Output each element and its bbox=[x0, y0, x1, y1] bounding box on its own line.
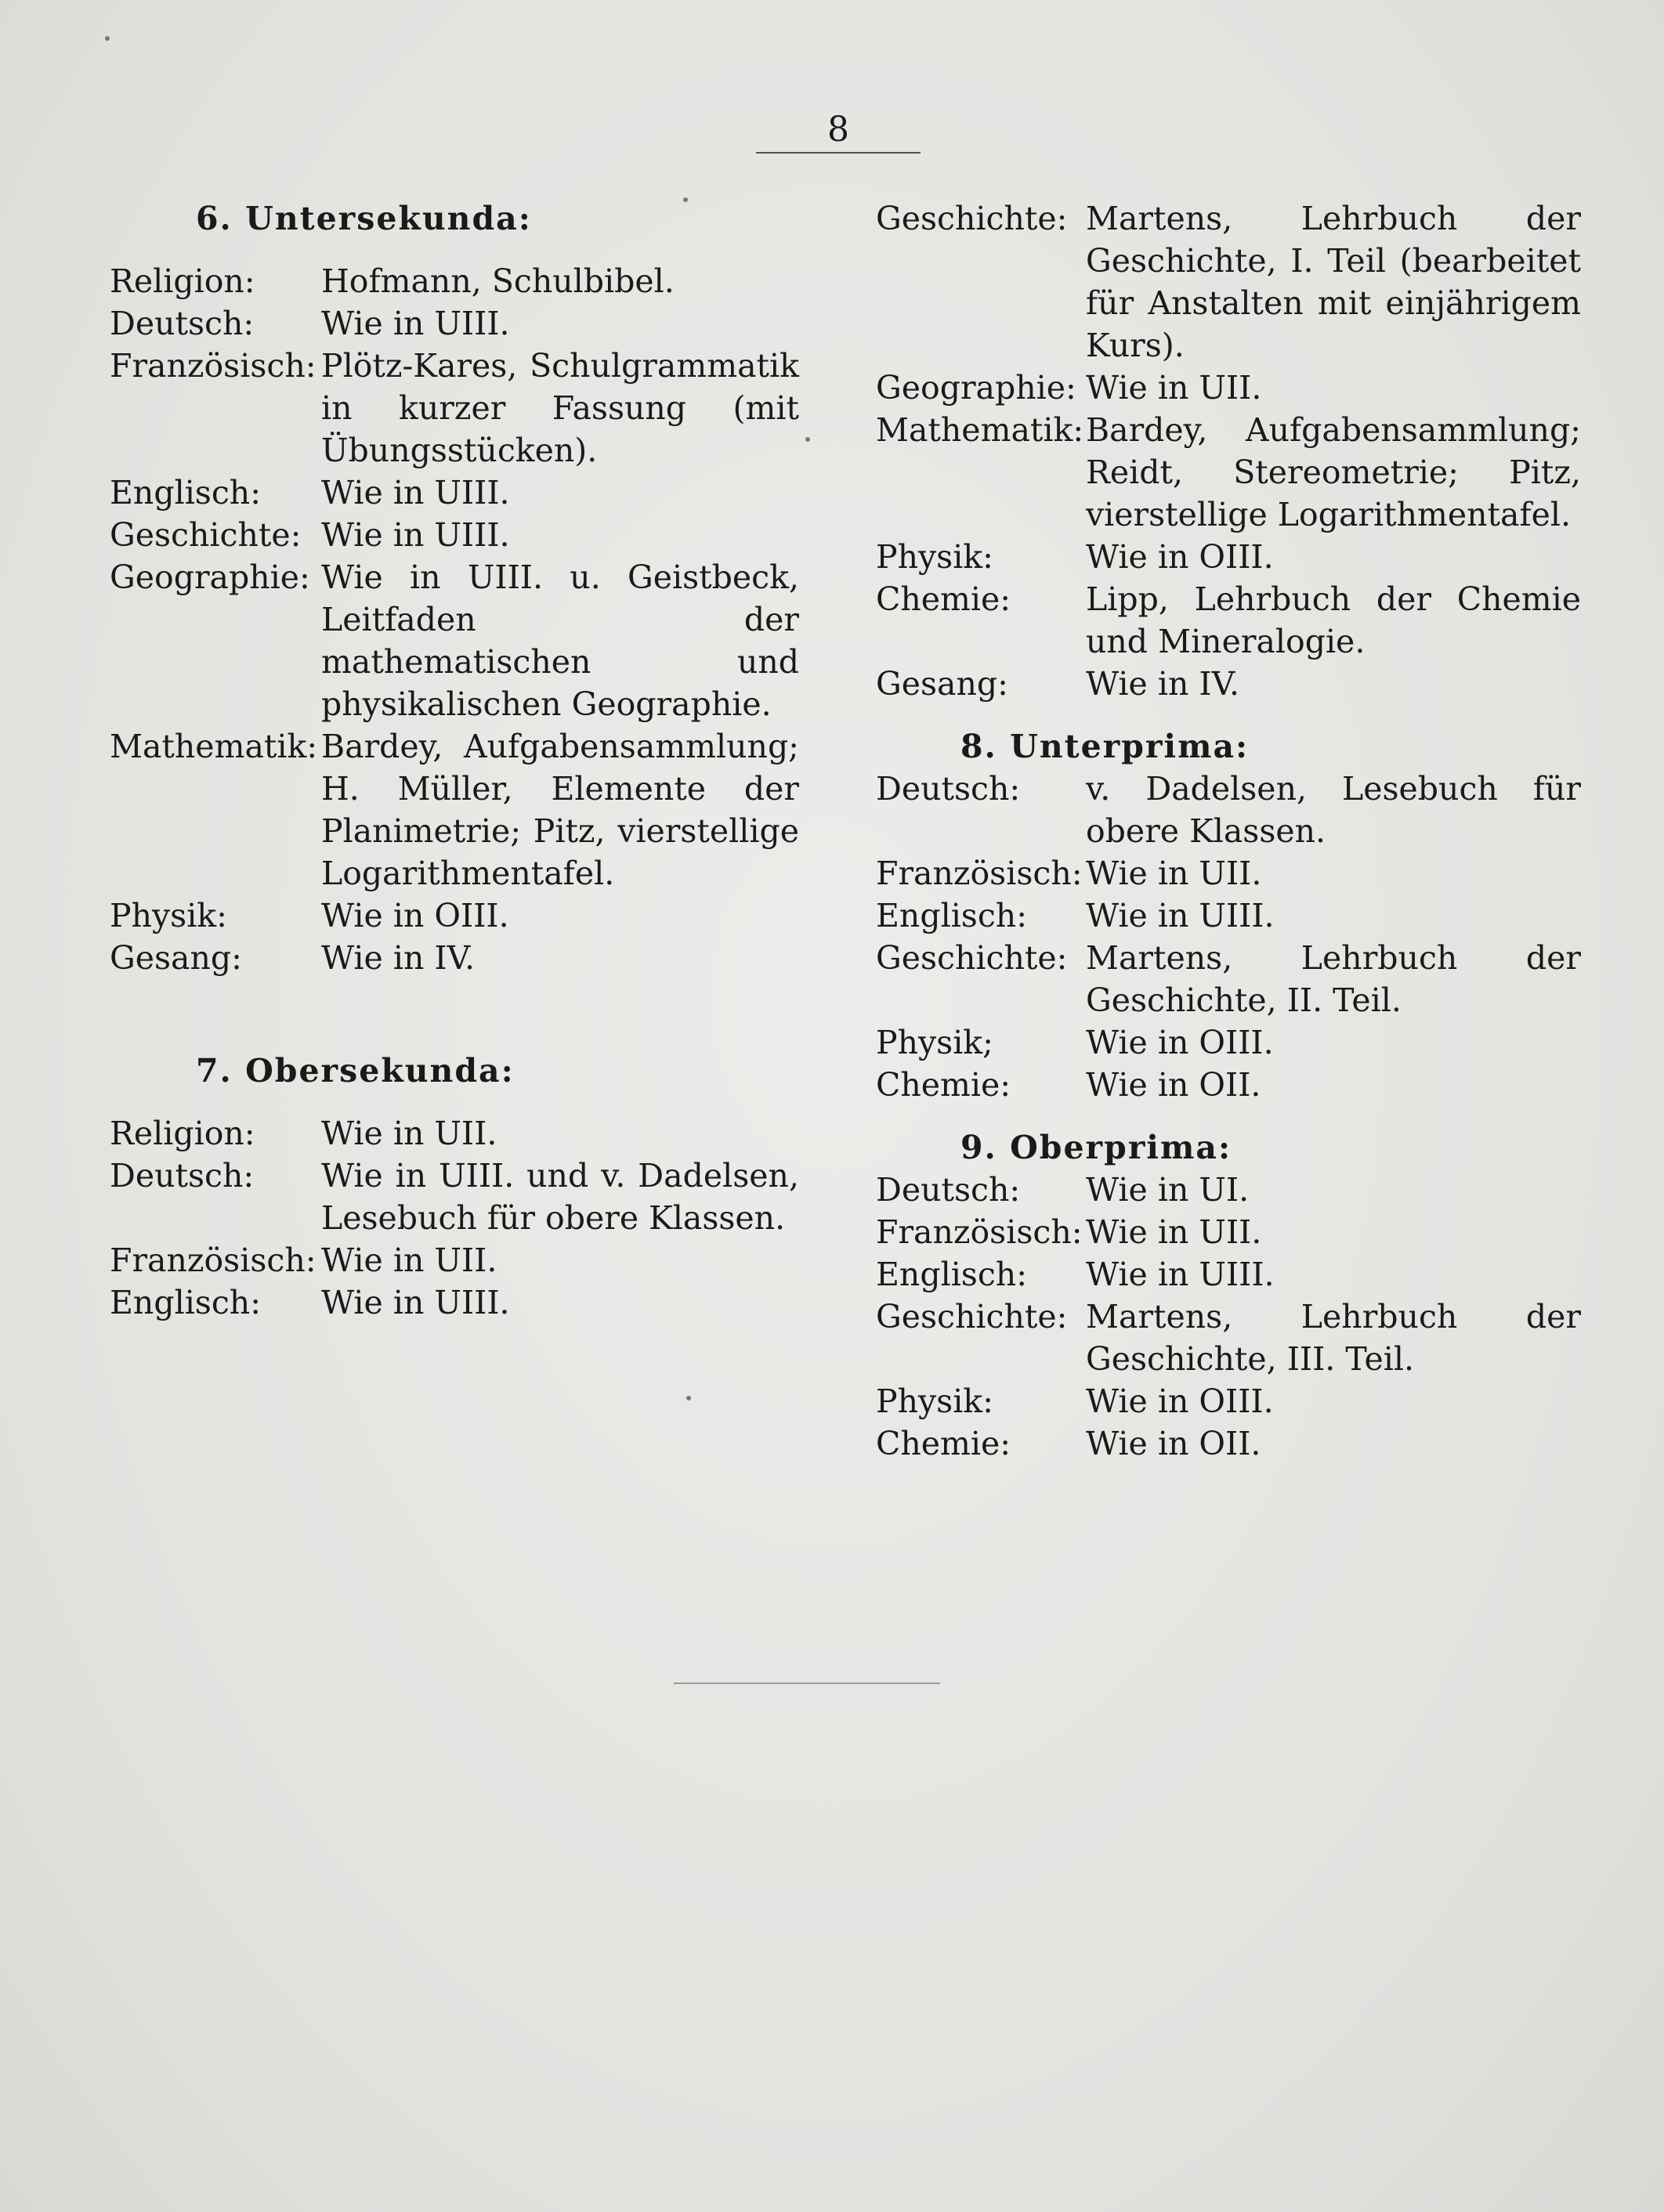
subject-label: Physik: bbox=[876, 538, 993, 576]
subject-label: Physik; bbox=[876, 1024, 993, 1061]
book-text: Wie in OIII. bbox=[1086, 1024, 1274, 1061]
entry-row bbox=[110, 556, 799, 725]
book-text: Wie in UII. bbox=[321, 1115, 497, 1152]
subject-label: Deutsch: bbox=[110, 305, 255, 342]
entry-row bbox=[876, 1064, 1581, 1106]
subject-label: Chemie: bbox=[876, 1066, 1011, 1104]
subject-label: Physik: bbox=[876, 1382, 993, 1420]
entry-row bbox=[876, 1021, 1581, 1064]
entry-row bbox=[110, 472, 799, 514]
subject-label: Mathematik: bbox=[110, 728, 318, 765]
paper-speck bbox=[805, 437, 810, 442]
subject-label: Geschichte: bbox=[876, 939, 1068, 977]
book-text: Wie in UII. bbox=[1086, 855, 1262, 892]
entry-row bbox=[876, 1380, 1581, 1422]
subject-label: Französisch: bbox=[876, 1213, 1083, 1251]
entry-row bbox=[876, 578, 1581, 663]
left-column bbox=[110, 197, 799, 1324]
section-heading-obersekunda: 7. Obersekunda: bbox=[196, 1052, 515, 1090]
book-text: Bardey, Aufgabensammlung; Reidt, Stereometrie; Pitz, vierstellige Logarithmentafel. bbox=[1086, 411, 1581, 533]
subject-label: Religion: bbox=[110, 1115, 255, 1152]
section-heading-unterprima: 8. Unterprima: bbox=[960, 728, 1250, 765]
book-text: Wie in UII. bbox=[321, 1242, 497, 1279]
entry-row bbox=[110, 937, 799, 979]
entry-row bbox=[876, 895, 1581, 937]
subject-label: Religion: bbox=[110, 262, 255, 300]
entry-row bbox=[110, 1239, 799, 1281]
subject-label: Chemie: bbox=[876, 1425, 1011, 1462]
entry-row bbox=[110, 1281, 799, 1324]
subject-label: Deutsch: bbox=[876, 1171, 1021, 1209]
page-number: 8 bbox=[827, 110, 849, 150]
book-text: Wie in UIII. bbox=[321, 516, 510, 554]
subject-label: Französisch: bbox=[110, 1242, 317, 1279]
book-text: Bardey, Aufgabensammlung; H. Müller, Elemente der Planimetrie; Pitz, vierstellige Logarithmentafel. bbox=[321, 728, 799, 892]
entry-row bbox=[110, 302, 799, 345]
page-number-rule bbox=[756, 152, 921, 154]
book-text: Martens, Lehrbuch der Geschichte, III. Teil. bbox=[1086, 1298, 1581, 1378]
book-text: v. Dadelsen, Lesebuch für obere Klassen. bbox=[1086, 770, 1581, 850]
entry-row bbox=[110, 260, 799, 302]
book-text: Wie in IV. bbox=[1086, 665, 1240, 703]
book-text: Wie in UIII. bbox=[321, 305, 510, 342]
book-text: Plötz-Kares, Schulgrammatik in kurzer Fassung (mit Übungsstücken). bbox=[321, 347, 799, 469]
subject-label: Geographie: bbox=[876, 369, 1076, 407]
book-text: Wie in UIII. bbox=[321, 474, 510, 511]
entry-row bbox=[876, 663, 1581, 705]
entry-row bbox=[876, 1422, 1581, 1465]
subject-label: Französisch: bbox=[876, 855, 1083, 892]
entry-row bbox=[876, 536, 1581, 578]
entry-row bbox=[876, 1253, 1581, 1296]
entry-row bbox=[876, 1169, 1581, 1211]
book-text: Wie in UIII. u. Geistbeck, Leitfaden der mathematischen und physikalischen Geographie. bbox=[321, 558, 799, 723]
book-text: Martens, Lehrbuch der Geschichte, I. Teil (bearbeitet für Anstalten mit einjährigem Kurs). bbox=[1086, 200, 1581, 364]
subject-label: Geschichte: bbox=[876, 200, 1068, 237]
subject-label: Deutsch: bbox=[110, 1157, 255, 1195]
section-heading-oberprima: 9. Oberprima: bbox=[960, 1129, 1232, 1166]
section-heading-untersekunda: 6. Untersekunda: bbox=[196, 200, 532, 237]
entry-row bbox=[876, 768, 1581, 852]
entry-row bbox=[110, 895, 799, 937]
subject-label: Englisch: bbox=[876, 1256, 1028, 1293]
paper-speck bbox=[683, 197, 688, 202]
book-text: Wie in UIII. bbox=[321, 1284, 510, 1321]
entry-row bbox=[876, 197, 1581, 367]
book-text: Wie in OIII. bbox=[321, 897, 509, 934]
book-text: Wie in UIII. bbox=[1086, 1256, 1275, 1293]
entry-row bbox=[876, 1211, 1581, 1253]
page-number-block bbox=[752, 110, 924, 154]
subject-label: Englisch: bbox=[876, 897, 1028, 934]
bleed-through-rule bbox=[674, 1682, 940, 1684]
book-text: Wie in IV. bbox=[321, 939, 476, 977]
book-text: Wie in OII. bbox=[1086, 1066, 1261, 1104]
book-text: Wie in UIII. und v. Dadelsen, Lesebuch für obere Klassen. bbox=[321, 1157, 799, 1237]
entry-row bbox=[876, 367, 1581, 409]
book-text: Wie in OIII. bbox=[1086, 1382, 1274, 1420]
subject-label: Englisch: bbox=[110, 1284, 262, 1321]
subject-label: Geschichte: bbox=[876, 1298, 1068, 1336]
entry-row bbox=[110, 1112, 799, 1155]
subject-label: Geographie: bbox=[110, 558, 310, 596]
subject-label: Gesang: bbox=[110, 939, 242, 977]
entry-row bbox=[110, 725, 799, 895]
subject-label: Englisch: bbox=[110, 474, 262, 511]
entry-row bbox=[110, 1155, 799, 1239]
entry-row bbox=[876, 852, 1581, 895]
book-text: Wie in OII. bbox=[1086, 1425, 1261, 1462]
book-text: Lipp, Lehrbuch der Chemie und Mineralogie. bbox=[1086, 580, 1581, 660]
entry-row bbox=[110, 345, 799, 472]
entry-row bbox=[876, 409, 1581, 536]
subject-label: Geschichte: bbox=[110, 516, 302, 554]
entry-row bbox=[876, 937, 1581, 1021]
subject-label: Chemie: bbox=[876, 580, 1011, 618]
book-text: Wie in UII. bbox=[1086, 369, 1262, 407]
book-text: Wie in UI. bbox=[1086, 1171, 1250, 1209]
subject-label: Mathematik: bbox=[876, 411, 1084, 449]
book-text: Wie in UIII. bbox=[1086, 897, 1275, 934]
subject-label: Deutsch: bbox=[876, 770, 1021, 808]
right-column bbox=[876, 197, 1581, 1465]
book-text: Wie in UII. bbox=[1086, 1213, 1262, 1251]
entry-row bbox=[110, 514, 799, 556]
subject-label: Physik: bbox=[110, 897, 227, 934]
book-text: Hofmann, Schulbibel. bbox=[321, 262, 675, 300]
book-text: Martens, Lehrbuch der Geschichte, II. Teil. bbox=[1086, 939, 1581, 1019]
entry-row bbox=[876, 1296, 1581, 1380]
paper-speck bbox=[686, 1396, 691, 1401]
paper-speck bbox=[105, 36, 110, 41]
book-text: Wie in OIII. bbox=[1086, 538, 1274, 576]
subject-label: Französisch: bbox=[110, 347, 317, 385]
subject-label: Gesang: bbox=[876, 665, 1008, 703]
